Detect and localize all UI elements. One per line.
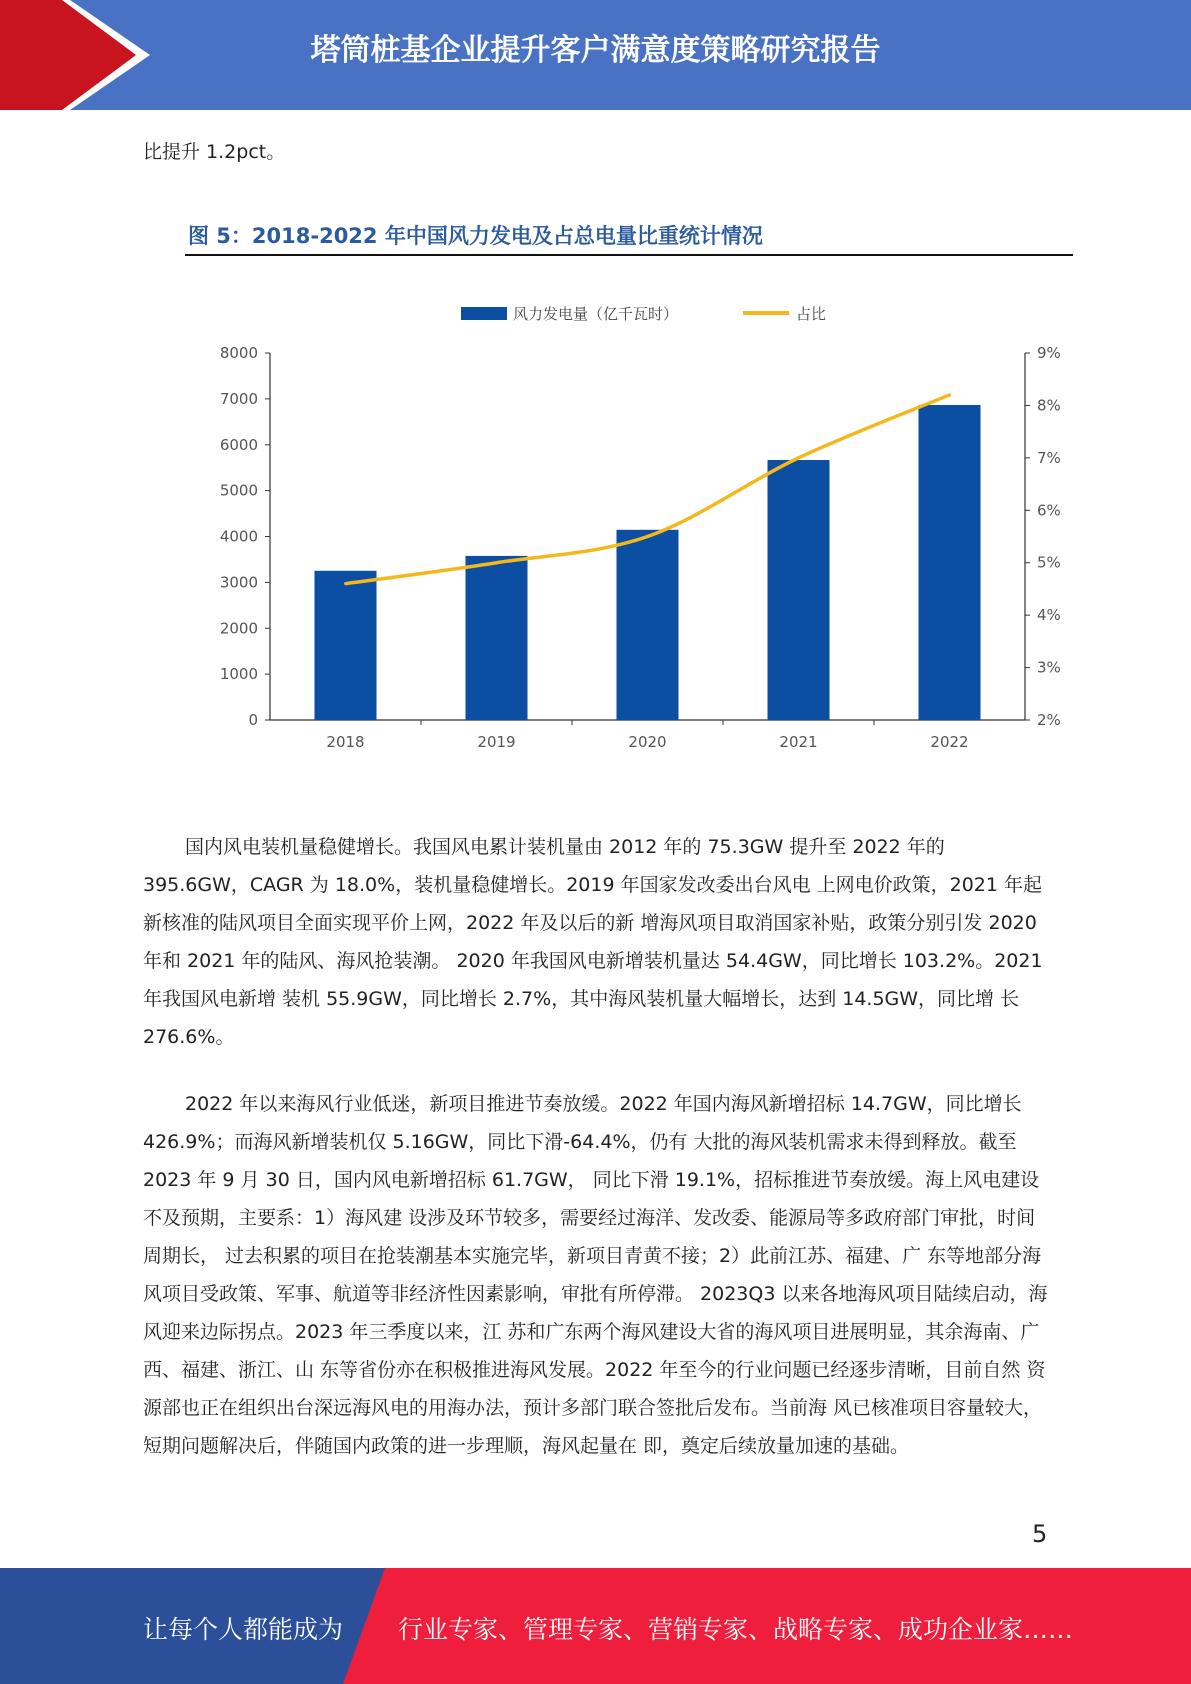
x-tick-label: 2019: [477, 733, 516, 751]
y-tick-label-left: 6000: [219, 435, 258, 454]
y-tick-label-right: 7%: [1037, 448, 1061, 467]
bar-2021: [768, 460, 830, 720]
y-tick-label-left: 7000: [219, 389, 258, 408]
y-tick-label-right: 2%: [1037, 711, 1061, 729]
y-tick-label-left: 5000: [219, 481, 258, 500]
x-tick-label: 2021: [779, 733, 818, 751]
chart-bars: [315, 405, 981, 720]
paragraph-2: 2022 年以来海风行业低迷，新项目推进节奏放缓。2022 年国内海风新增招标 14.7GW，同比增长 426.9%；而海风新增装机仅 5.16GW，同比下滑-64.4%，仍有 大批的海风装机需求未得到释放。截至 2023 年 9 月 30 日，国内风电新增招标 61.7GW， 同比下滑 19.1%，招标推进节奏放缓。海上风电建设不及预期，主要系：1）海风建 设涉及环节较多，需要经过海洋、发改委、能源局等多政府部门审批，时间周期长， 过去积累的项目在抢装潮基本实施完毕，新项目青黄不接；2）此前江苏、福建、广 东等地部分海风项目受政策、军事、航道等非经济性因素影响，审批有所停滞。 2023Q3 以来各地海风项目陆续启动，海风迎来边际拐点。2023 年三季度以来，江 苏和广东两个海风建设大省的海风项目进展明显，其余海南、广西、福建、浙江、山 东等省份亦在积极推进海风发展。2022 年至今的行业问题已经逐步清晰，目前自然 资源部也正在组织出台深远海风电的用海办法，预计多部门联合签批后发布。当前海 风已核准项目容量较大，短期问题解决后，伴随国内政策的进一步理顺，海风起量在 即，奠定后续放量加速的基础。: [143, 1093, 1048, 1457]
legend-bar-swatch: [461, 307, 507, 320]
bar-2020: [617, 530, 679, 720]
footer-slogan-left: 让每个人都能成为: [143, 1615, 344, 1644]
y-tick-label-left: 8000: [219, 344, 258, 362]
paragraph-1: 国内风电装机量稳健增长。我国风电累计装机量由 2012 年的 75.3GW 提升至 2022 年的 395.6GW，CAGR 为 18.0%，装机量稳健增长。2019 年国家发改委出台风电 上网电价政策，2021 年起新核准的陆风项目全面实现平价上网，2022 年及以后的新 增海风项目取消国家补贴，政策分别引发 2020 年和 2021 年的陆风、海风抢装潮。 2020 年我国风电新增装机量达 54.4GW，同比增长 103.2%。2021 年我国风电新增 装机 55.9GW，同比增长 2.7%，其中海风装机量大幅增长，达到 14.5GW，同比增 长 276.6%。: [143, 836, 1043, 1048]
header-title: 塔筒桩基企业提升客户满意度策略研究报告: [310, 33, 881, 68]
share-point-2019: [495, 561, 498, 564]
y-tick-label-left: 2000: [219, 619, 258, 638]
share-point-2018: [344, 582, 347, 585]
x-tick-label: 2022: [930, 733, 969, 751]
y-tick-label-right: 8%: [1037, 396, 1061, 415]
y-tick-label-right: 3%: [1037, 658, 1061, 677]
x-tick-label: 2018: [326, 733, 365, 751]
page-number: 5: [1032, 1520, 1048, 1548]
wind-power-chart: [185, 280, 1075, 770]
bar-2022: [919, 405, 981, 720]
y-tick-label-right: 6%: [1037, 501, 1061, 520]
legend-line-label: 占比: [796, 305, 827, 323]
legend-bar-label: 风力发电量（亿千瓦时）: [513, 305, 679, 323]
intro-line: 比提升 1.2pct。: [143, 141, 286, 163]
share-point-2022: [948, 393, 951, 396]
y-tick-label-left: 4000: [219, 527, 258, 546]
y-tick-label-right: 5%: [1037, 553, 1061, 572]
bar-2019: [466, 556, 528, 720]
y-tick-label-left: 3000: [219, 573, 258, 592]
x-tick-label: 2020: [628, 733, 667, 751]
footer-slogan-right: 行业专家、管理专家、营销专家、战略专家、成功企业家……: [398, 1615, 1074, 1644]
bar-2018: [315, 571, 377, 720]
share-point-2020: [646, 535, 649, 538]
page-header: [0, 0, 1191, 110]
y-tick-label-left: 0: [248, 711, 258, 729]
y-tick-label-right: 4%: [1037, 606, 1061, 625]
figure-title: 图 5：2018-2022 年中国风力发电及占总电量比重统计情况: [188, 224, 763, 248]
y-tick-label-right: 9%: [1037, 344, 1061, 362]
y-tick-label-left: 1000: [219, 665, 258, 684]
chart-legend: [461, 305, 826, 323]
share-point-2021: [797, 456, 800, 459]
figure-title-rule: [185, 254, 1073, 256]
